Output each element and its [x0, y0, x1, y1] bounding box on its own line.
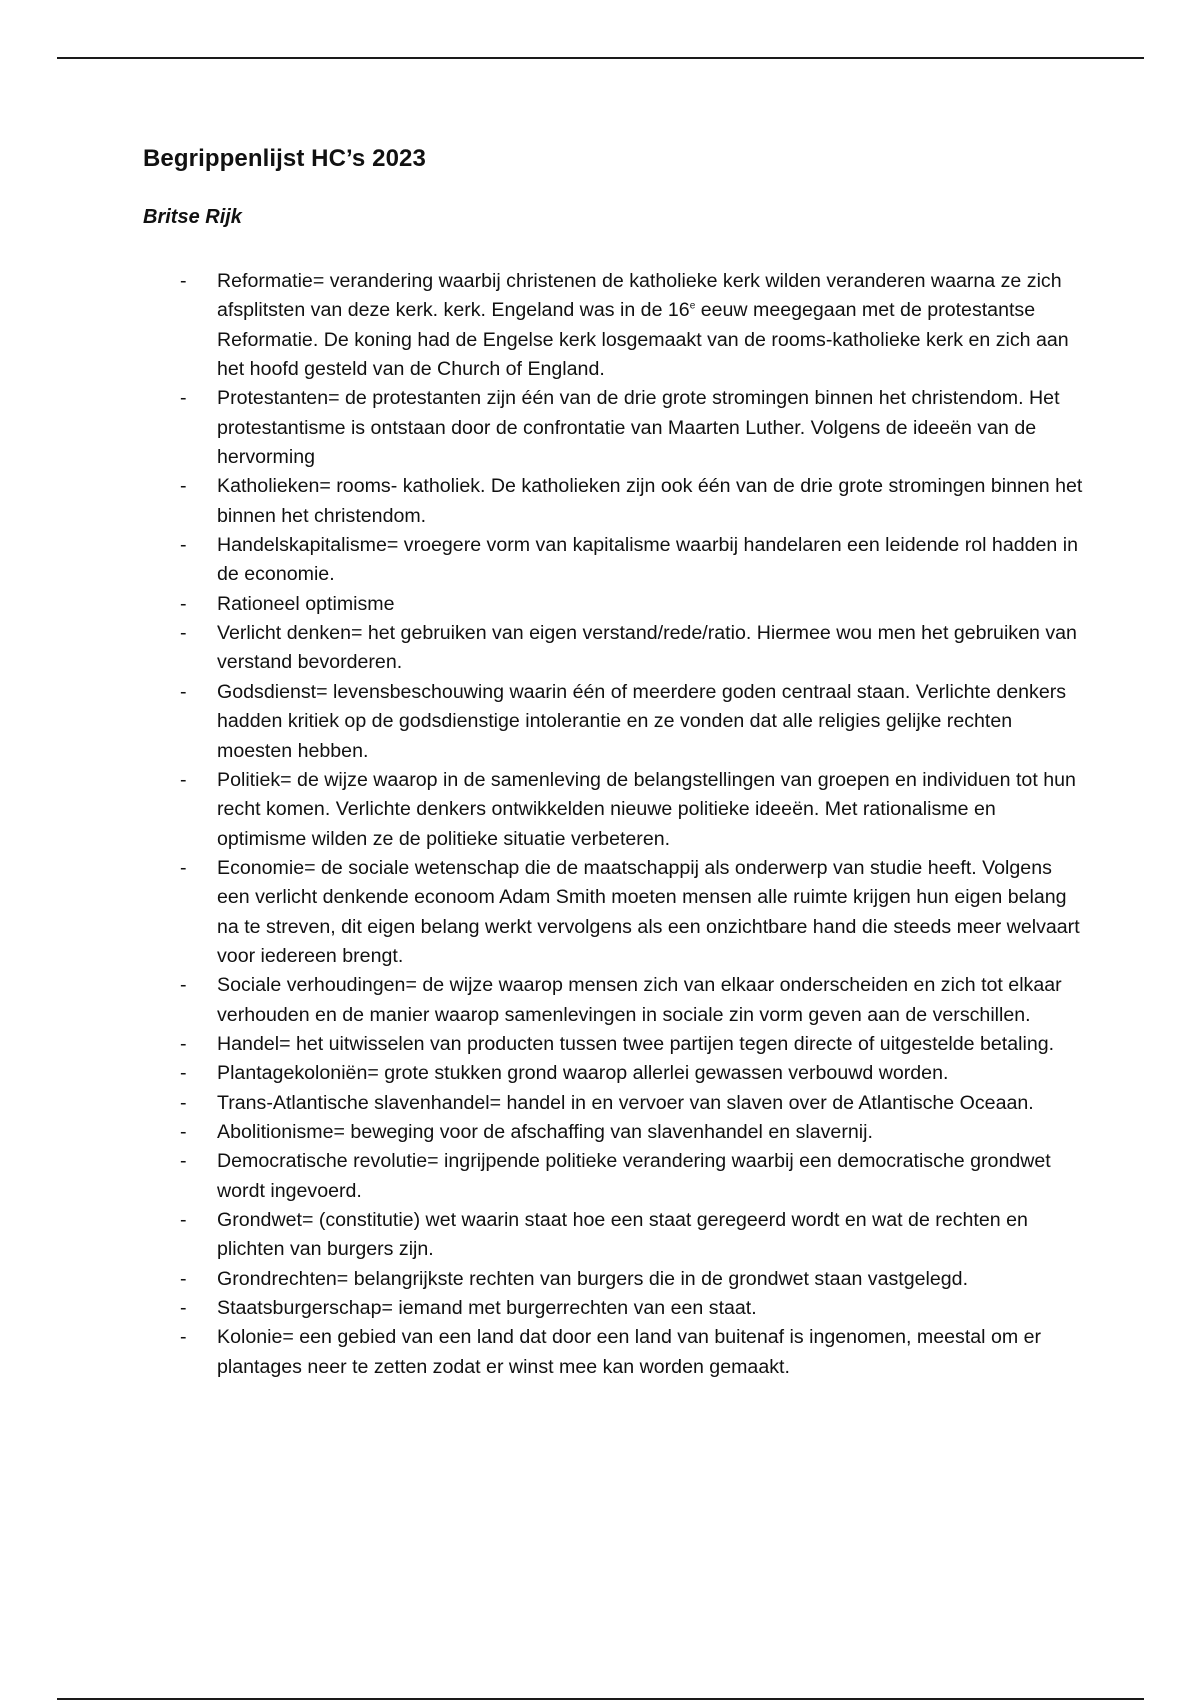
page-title: Begrippenlijst HC’s 2023: [143, 145, 426, 172]
bullet-dash: -: [180, 1091, 187, 1114]
list-item: [143, 971, 1083, 1030]
bullet-dash: -: [180, 680, 187, 703]
list-item: [143, 590, 1083, 619]
term-text: Abolitionisme= beweging voor de afschaffing van slavenhandel en slavernij.: [217, 1120, 873, 1143]
term-text: Reformatie= verandering waarbij christenen de katholieke kerk wilden veranderen waarna ze zich afsplitsten van deze kerk. kerk. Engeland was in de 16: [217, 270, 1062, 322]
document-body: [143, 142, 1083, 1382]
section-title: Britse Rijk: [143, 206, 242, 228]
bullet-dash: -: [180, 1062, 187, 1085]
bullet-dash: -: [180, 270, 187, 292]
term-text: Trans-Atlantische slavenhandel= handel in en vervoer van slaven over de Atlantische Oceaan.: [217, 1091, 1034, 1114]
bullet-dash: -: [180, 387, 187, 410]
list-item: [143, 766, 1083, 854]
term-text: Democratische revolutie= ingrijpende politieke verandering waarbij een democratische grondwet wordt ingevoerd.: [217, 1150, 1051, 1202]
bullet-dash: -: [180, 1032, 187, 1055]
list-item: [143, 1323, 1083, 1382]
list-item: [143, 1294, 1083, 1323]
term-list: [143, 267, 1083, 1382]
term-text: Godsdienst= levensbeschouwing waarin één of meerdere goden centraal staan. Verlichte denkers hadden kritiek op de godsdienstige intolerantie en ze vonden dat alle religies gelijke rechten moesten hebben.: [217, 680, 1067, 762]
term-text: Grondwet= (constitutie) wet waarin staat hoe een staat geregeerd wordt en wat de rechten en plichten van burgers zijn.: [217, 1209, 1028, 1261]
term-text: Plantagekoloniën= grote stukken grond waarop allerlei gewassen verbouwd worden.: [217, 1062, 949, 1085]
bullet-dash: -: [180, 1267, 187, 1290]
bullet-dash: -: [180, 856, 187, 879]
bullet-dash: -: [180, 1297, 187, 1320]
term-text: Politiek= de wijze waarop in de samenleving de belangstellingen van groepen en individuen tot hun recht komen. Verlichte denkers ontwikkelden nieuwe politieke ideeën. Met rationalisme en optimisme wilden ze de politieke situatie verbeteren.: [217, 768, 1076, 850]
list-item: [143, 1206, 1083, 1265]
header-rule: [57, 57, 1144, 59]
bullet-dash: -: [180, 534, 187, 557]
bullet-dash: -: [180, 475, 187, 498]
list-item: [143, 1030, 1083, 1059]
bullet-dash: -: [180, 1150, 187, 1173]
list-item: [143, 384, 1083, 472]
list-item: [143, 1265, 1083, 1294]
term-text: Katholieken= rooms- katholiek. De katholieken zijn ook één van de drie grote stromingen binnen het binnen het christendom.: [217, 475, 1083, 527]
bullet-dash: -: [180, 1326, 187, 1349]
list-item: [143, 1118, 1083, 1147]
list-item: [143, 1089, 1083, 1118]
bullet-dash: -: [180, 1120, 187, 1143]
list-item: [143, 472, 1083, 531]
list-item: [143, 678, 1083, 766]
term-text: Kolonie= een gebied van een land dat door een land van buitenaf is ingenomen, meestal om er plantages neer te zetten zodat er winst mee kan worden gemaakt.: [217, 1326, 1042, 1378]
term-text: Protestanten= de protestanten zijn één van de drie grote stromingen binnen het christendom. Het protestantisme is ontstaan door de confrontatie van Maarten Luther. Volgens de ideeën van de hervorming: [217, 387, 1060, 469]
bullet-dash: -: [180, 974, 187, 997]
term-text: Staatsburgerschap= iemand met burgerrechten van een staat.: [217, 1297, 757, 1320]
term-text: Verlicht denken= het gebruiken van eigen verstand/rede/ratio. Hiermee wou men het gebruiken van verstand bevorderen.: [217, 622, 1077, 674]
term-text: eeuw meegegaan met de protestantse Reformatie. De koning had de Engelse kerk losgemaakt van de rooms-katholieke kerk en zich aan het hoofd gesteld van de Church of England.: [217, 299, 1069, 381]
bullet-dash: -: [180, 768, 187, 791]
list-item: [143, 531, 1083, 590]
list-item: [143, 1059, 1083, 1088]
bullet-dash: -: [180, 622, 187, 645]
term-text: Sociale verhoudingen= de wijze waarop mensen zich van elkaar onderscheiden en zich tot elkaar verhouden en de manier waarop samenlevingen in sociale zin vorm geven aan de verschillen.: [217, 974, 1062, 1026]
bullet-dash: -: [180, 592, 187, 615]
term-text: Handel= het uitwisselen van producten tussen twee partijen tegen directe of uitgestelde betaling.: [217, 1032, 1055, 1055]
term-superscript: e: [689, 300, 696, 312]
bullet-dash: -: [180, 1209, 187, 1231]
term-text: Rationeel optimisme: [217, 592, 395, 615]
term-text: Grondrechten= belangrijkste rechten van burgers die in de grondwet staan vastgelegd.: [217, 1267, 969, 1290]
list-item: [143, 619, 1083, 678]
term-text: Economie= de sociale wetenschap die de maatschappij als onderwerp van studie heeft. Volgens een verlicht denkende econoom Adam Smith moeten mensen alle ruimte krijgen hun eigen belang na te streven, dit eigen belang werkt vervolgens als een onzichtbare hand die steeds meer welvaart voor iedereen brengt.: [217, 856, 1080, 967]
list-item: [143, 267, 1083, 384]
list-item: [143, 1147, 1083, 1206]
term-text: Handelskapitalisme= vroegere vorm van kapitalisme waarbij handelaren een leidende rol hadden in de economie.: [217, 534, 1079, 586]
list-item: [143, 854, 1083, 971]
